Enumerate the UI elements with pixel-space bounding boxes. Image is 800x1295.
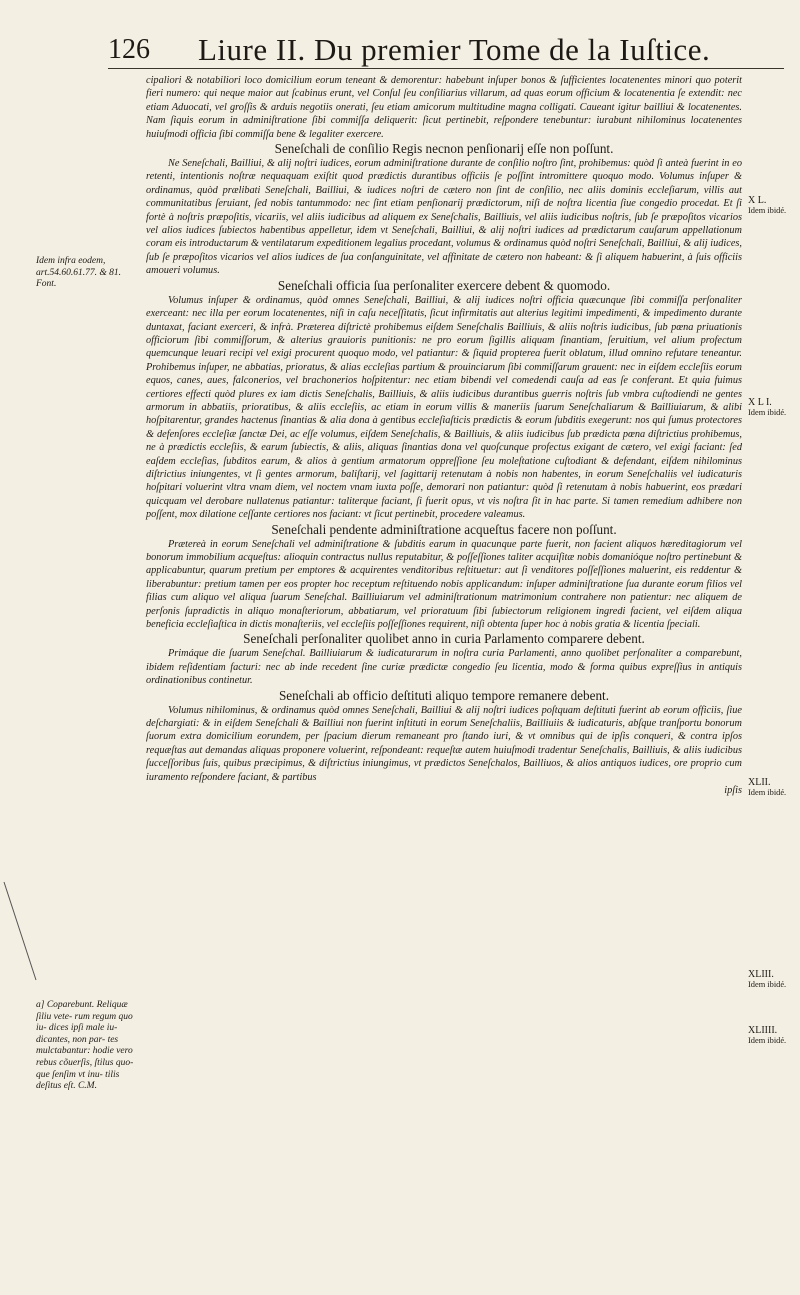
article-number: X L I.	[748, 397, 772, 408]
article-source: Idem ibidé.	[748, 206, 787, 215]
article-marker	[748, 1026, 798, 1046]
paragraph: Volumus nihilominus, & ordinamus quòd omnes Seneſchali, Bailliui & alij noſtri iudices poſtquam deſtituti fuerint ab eorum officiis, ſiue deſchargiati: & in eiſdem Seneſchali & Bailliui non fuerint inſtituti in eorum Seneſchaliis, Bailliuiis & iudicaturis, abſque tranſportu bonorum ſuorum extra domicilium eorundem, per ſpacium dierum remaneant pro ſtando iuri, & vt omnibus qui de ipſis conqueri, & contra ipſos requæſtas aut demandas aliquas proponere voluerint, reſpondeant: requeſtæ autem huiuſmodi tradentur Seneſchalis, Bailliuis, & aliis iudicibus ſucceſſoribus ſuis, quibus præcipimus, & diſtrictius iniungimus, vt prædictos Seneſchalos, Bailliuos, & alios antiquos iudices, ore proprio cum iuramento reſpondere faciant, & partibus	[146, 704, 742, 783]
section-heading: Seneſchali pendente adminiſtratione acqueſtus facere non poſſunt.	[271, 521, 617, 537]
paragraph: Ne Seneſchali, Bailliui, & alij noſtri iudices, eorum adminiſtratione durante de conſilio noſtro ſint, prohibemus: quòd ſi anteà fuerint in eo retenti, intentionis noſtræ nequaquam exiſtit quod prædictis durantibus officiis ſe poſſint intromittere quoquo modo. Volumus inſuper & ordinamus, quòd prælibati Seneſchali, Bailliui, & iudices noſtri de cætero non ſint de conſilio, nec aliis dominis eccleſiarum, villis aut communitatibus ſeruiant, ſed nobis tantummodo: nec ſint etiam penſionarij prædictorum, niſi de noſtra licentia ſiue congedio procedat. Et ſi fortè à noſtris præpoſitis, vicariis, vel aliis iudicibus ad aliquem ex Seneſchalis, Bailliuis, vel aliis iudicibus noſtris, ſub ſe præpoſitos vicarios vel alios iudices ſubiectos habentibus appelletur, idem vt Seneſchali, Bailliui, & alij noſtri iudices ad prædictarum cauſarum appellationum coram eis introductarum & ventilatarum expeditionem legalius procedant, volumus & ordinamus quòd noſtri Seneſchali, Bailliui, & alij iudices, ſub ſe præpoſitos vicarios vel alios iudices de ſua conſanguinitate, vel affinitate de cætero non habeant: & ſi aliquem habuerint, à ſuis officiis amoueri volumus.	[146, 158, 742, 277]
article-marker	[748, 970, 798, 990]
catchword: ipſis	[724, 785, 742, 797]
article-marker	[748, 398, 798, 418]
paragraph: Volumus inſuper & ordinamus, quòd omnes Seneſchali, Bailliui, & alij iudices noſtri officia quæcunque ſibi commiſſa perſonaliter exerceant: nec illa per eorum locatenentes, niſi in caſu neceſſitatis, ſicut infirmitatis aut alterius legitimi impedimenti, & impedimento durante duntaxat, faciant exerceri, & infrà. Præterea diſtrictè prohibemus eiſdem Seneſchalis Bailliuis, & aliis noſtris iudicibus, ſub pœna priuationis officiorum ſibi commiſſorum, & alterius grauioris punitionis: ne pro eorum ſigillis aliquam ſinantiam, ſeruitium, vel alium profectum quemcunque leuari recipi vel exigi procurent quoquo modo, vel patiantur: & ſiquid propterea fuerit oblatum, illud omnino refutare teneantur. Prohibemus inſuper, ne abbatias, prioratus, & alias eccleſias partium & prouinciarum ſibi commiſſarum grauent: nec in eiſdem eccleſiis eorum equos, canes, aues, falconerios, vel brachonerios hoſpitentur: nec etiam bibendi vel comedendi cauſa ad eas ſe conferant. Et quia fuimus certiores effecti quòd plures ex iam dictis Seneſchalis, Bailliuis, & aliis iudicibus durantibus guerris noſtris ſub vmbra cuſtodiendi ne gentes armorum in abbatiis, prioratibus, & aliis eccleſiis, ac etiam in eorum villis & maneriis ſuarum Seneſchaliarum & Bailliuiarum, & alibi hoſpitarentur, grandes hactenus ſinantias & alia dona à gentibus eccleſiaſticis prædictis & eorum ſubditis exegerunt: nos qui ſumus protectores & defenſores eccleſiæ ſanctæ Dei, ac eſſe volumus, eiſdem Seneſchalis, & Bailliuis, & aliis iudicibus ſub prædicta pœna diſtrictius prohibemus, ne à prædictis eccleſiis, & earum ſubiectis, & aliis, aliquas ſinantias dona vel quoſcunque profectus exigant de cætero, vel exigi faciant: ſed eaſdem eccleſias, ſubditos earum, & alios à gentium armatorum oppreſſione ſeu moleſtatione cuſtodiant & defendant, eiſdem nihilominus diſtrictius iniungentes, vt ſi gentes armorum, baliſtarij, vel ſagittarij retenutam à nobis non habentes, in eorum Seneſchaliis vel iudicaturis hoſpitari voluerint vltra vnam diem, vel noctem vnam iuxta poſſe, demorari non patiantur: quòd ſi retenutam à nobis habuerint, eos prædari quicquam vel derobare nullatenus patiantur: taliterque faciant, ſi fuerit opus, vt vis noſtra ſit in hac parte. Si tamen remedium adhibere non poſſent, mox dilatione ceſſante certiores nos faciant: vt ſicut pertinebit, procedere valeamus.	[146, 294, 742, 521]
section-heading: Seneſchali ab officio deſtituti aliquo tempore remanere debent.	[278, 687, 610, 703]
running-title: Liure II. Du premier Tome de la Iuſtice.	[198, 32, 711, 67]
article-number: XLII.	[748, 777, 771, 788]
section-heading: Seneſchali perſonaliter quolibet anno in curia Parlamento comparere debent.	[243, 631, 645, 647]
article-number: XLIII.	[748, 969, 774, 980]
margin-note-left: a] Coparebunt. Reliquæ ſiliu vete- rum regum quo iu- dices ipſi male iu- dicantes, non par- tes mulctabantur: hodie vero rebus cõuerſis, ſtilus quo- que ſenſim vt inu- tilis deſitus eſt. C.M.	[36, 1000, 134, 1092]
paragraph: cipaliori & notabiliori loco domicilium eorum teneant & demorentur: habebunt inſuper bonos & ſufficientes locatenentes minori quo poterit fieri numero: qui neque maior aut ſcabinus erunt, vel Conſul ſeu conſiliarius villarum, ad quas eorum officium & locatenentia ſe extendit: nec etiam Aduocati, vel groſſis & arduis negotiis onerati, ſeu etiam amicorum multitudine magna colligati. Caueant igitur bailliui & locatenentes. Nam ſiquis eorum in adminiſtratione ſibi commiſſa deliquerit: ſicut pertinebit, reſpondere tenebuntur: iurabunt nihilominus locatenentes huiuſmodi officia ſibi commiſſa bene & legaliter exercere.	[146, 75, 742, 140]
section-heading: Seneſchali de conſilio Regis necnon penſionarij eſſe non poſſunt.	[274, 141, 614, 157]
article-number: X L.	[748, 195, 767, 206]
article-source: Idem ibidé.	[748, 980, 787, 989]
paragraph: Primáque die ſuarum Seneſchal. Bailliuiarum & iudicaturarum in noſtra curia Parlamenti, anno quolibet perſonaliter a comparebunt, ibidem reſidentiam facturi: nec ab inde recedent ſine curiæ prædictæ congedio ſeu licentia, modo & forma quibus expreſſius in antiquis ordinationibus continetur.	[146, 648, 742, 687]
margin-note-left: Idem infra eodem, art.54.60.61.77. & 81. Font.	[36, 256, 121, 290]
article-marker	[748, 196, 798, 216]
page-crease-mark	[0, 880, 40, 990]
section-heading: Seneſchali officia ſua perſonaliter exercere debent & quomodo.	[277, 277, 611, 293]
page-header	[108, 26, 788, 70]
article-number: XLIIII.	[748, 1025, 778, 1036]
article-source: Idem ibidé.	[748, 788, 787, 797]
page-number: 126	[108, 34, 150, 65]
main-text	[146, 74, 742, 798]
article-source: Idem ibidé.	[748, 408, 787, 417]
paragraph: Prætereà in eorum Seneſchali vel adminiſtratione & ſubditis earum in quacunque parte fuerit, non facient aliquos hæreditagiorum vel bonorum immobilium acqueſtus: alioquin contractus nullus reputabitur, & poſſeſſiones taliter acquiſitæ nobis domanióque noſtro pertinebunt & applicabuntur, quarum pretium per emptores & acquirentes venditoribus reſtituetur: aut ſi venditores poſſeſſiones maluerint, eis reddentur & liberabuntur: pretium tamen per eos propter hoc receptum reſtituendo nobis applicandum: inſuper adminiſtratione ſua durante eorum filios vel filias cum aliquo vel aliqua ſuarum Seneſchal. Bailliuiarum vel adminiſtrationum matrimonium contrahere non patientur: nec aliquem de perſonis ſupradictis in aliquo monaſteriorum, abbatiarum, vel prioratuum ſibi ſubiectorum religionem ingredi facient, vel eiſdem aliqua beneficia eccleſiaſtica in dictis monaſteriis, vel eccleſiis poſſeſſiones requirent, niſi obtenta ſuper hoc à nobis gratia & licentia ſpeciali.	[146, 538, 742, 631]
header-rule	[108, 68, 784, 69]
article-source: Idem ibidé.	[748, 1036, 787, 1045]
article-marker	[748, 778, 798, 798]
